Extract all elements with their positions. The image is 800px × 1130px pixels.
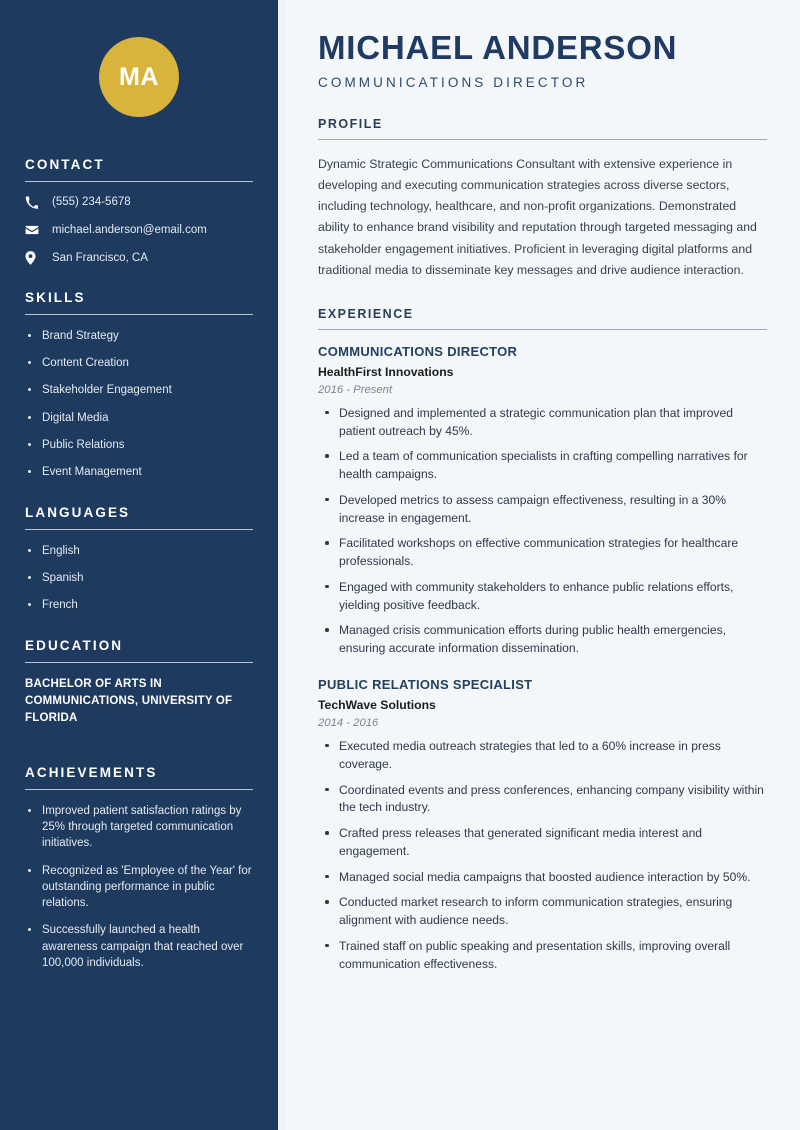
contact-phone-value: (555) 234-5678 bbox=[52, 196, 131, 208]
list-item: Crafted press releases that generated significant media interest and engagement. bbox=[318, 825, 767, 861]
sidebar-main-gap bbox=[278, 0, 286, 1130]
list-item: Brand Strategy bbox=[25, 328, 253, 344]
contact-location-value: San Francisco, CA bbox=[52, 251, 148, 264]
list-item: Digital Media bbox=[25, 410, 253, 426]
experience-entry bbox=[318, 344, 767, 658]
list-item: Spanish bbox=[25, 570, 253, 586]
list-item: Designed and implemented a strategic communication plan that improved patient outreach by 45%. bbox=[318, 405, 767, 441]
list-item: Developed metrics to assess campaign effectiveness, resulting in a 30% increase in engagement. bbox=[318, 492, 767, 528]
list-item: Coordinated events and press conferences, enhancing company visibility within the tech industry. bbox=[318, 782, 767, 818]
job-dates: 2016 - Present bbox=[318, 383, 393, 396]
job-bullets bbox=[318, 738, 767, 973]
experience-divider bbox=[318, 329, 767, 330]
sidebar-section-skills bbox=[25, 290, 253, 481]
avatar-container bbox=[25, 0, 253, 157]
sidebar-section-achievements bbox=[25, 765, 253, 972]
list-item: Public Relations bbox=[25, 437, 253, 453]
skills-heading: SKILLS bbox=[25, 289, 86, 305]
sidebar-section-education bbox=[25, 638, 253, 728]
main-content bbox=[286, 0, 800, 1130]
achievements-divider bbox=[25, 789, 253, 790]
sidebar-section-contact bbox=[25, 157, 253, 266]
job-role: PUBLIC RELATIONS SPECIALIST bbox=[318, 676, 533, 692]
languages-heading: LANGUAGES bbox=[25, 504, 131, 520]
languages-divider bbox=[25, 529, 253, 530]
list-item: Engaged with community stakeholders to enhance public relations efforts, yielding positive feedback. bbox=[318, 579, 767, 615]
map-pin-icon bbox=[25, 251, 43, 265]
list-item: Facilitated workshops on effective communication strategies for healthcare professionals. bbox=[318, 535, 767, 571]
list-item: Executed media outreach strategies that led to a 60% increase in press coverage. bbox=[318, 738, 767, 774]
education-divider bbox=[25, 662, 253, 663]
sidebar bbox=[0, 0, 278, 1130]
profile-text: Dynamic Strategic Communications Consultant with extensive experience in developing and executing communication strategies across diverse sectors, including technology, healthcare, and non-profit organizations. Demonstrated ability to enhance brand visibility and reputation through targeted messaging and stakeholder engagement initiatives. Proficient in leveraging digital platforms and traditional media to disseminate key messages and drive audience interaction. bbox=[318, 156, 757, 277]
page-title: MICHAEL ANDERSON bbox=[318, 29, 678, 66]
list-item: Event Management bbox=[25, 464, 253, 480]
profile-divider bbox=[318, 139, 767, 140]
skills-divider bbox=[25, 314, 253, 315]
profile-heading: PROFILE bbox=[318, 116, 383, 131]
professional-title: COMMUNICATIONS DIRECTOR bbox=[318, 74, 589, 90]
sidebar-section-languages bbox=[25, 505, 253, 614]
contact-row-phone[interactable] bbox=[25, 195, 253, 210]
list-item: French bbox=[25, 597, 253, 613]
list-item: Managed crisis communication efforts during public health emergencies, ensuring accurate information dissemination. bbox=[318, 622, 767, 658]
list-item: Trained staff on public speaking and presentation skills, improving overall communication effectiveness. bbox=[318, 938, 767, 974]
languages-list bbox=[25, 543, 253, 614]
phone-icon bbox=[25, 196, 43, 209]
list-item: Led a team of communication specialists in crafting compelling narratives for health campaigns. bbox=[318, 448, 767, 484]
avatar: MA bbox=[99, 37, 179, 117]
contact-divider bbox=[25, 181, 253, 182]
list-item: Improved patient satisfaction ratings by 25% through targeted communication initiatives. bbox=[25, 803, 253, 852]
section-profile bbox=[318, 117, 767, 281]
section-experience bbox=[318, 307, 767, 974]
experience-heading: EXPERIENCE bbox=[318, 306, 414, 321]
list-item: Successfully launched a health awareness campaign that reached over 100,000 individuals. bbox=[25, 922, 253, 971]
list-item: Managed social media campaigns that boosted audience interaction by 50%. bbox=[318, 869, 767, 887]
job-company: TechWave Solutions bbox=[318, 697, 436, 712]
list-item: Conducted market research to inform communication strategies, ensuring alignment with audience needs. bbox=[318, 894, 767, 930]
list-item: English bbox=[25, 543, 253, 559]
job-role: COMMUNICATIONS DIRECTOR bbox=[318, 343, 518, 359]
job-bullets bbox=[318, 405, 767, 658]
contact-row-location[interactable] bbox=[25, 251, 253, 266]
list-item: Recognized as 'Employee of the Year' for outstanding performance in public relations. bbox=[25, 863, 253, 912]
contact-row-email[interactable] bbox=[25, 223, 253, 238]
envelope-icon bbox=[25, 223, 43, 237]
achievements-list bbox=[25, 803, 253, 972]
education-item: BACHELOR OF ARTS IN COMMUNICATIONS, UNIVERSITY OF FLORIDA bbox=[25, 677, 233, 725]
list-item: Stakeholder Engagement bbox=[25, 382, 253, 398]
job-dates: 2014 - 2016 bbox=[318, 716, 379, 729]
skills-list bbox=[25, 328, 253, 481]
education-heading: EDUCATION bbox=[25, 637, 124, 653]
contact-email-value: michael.anderson@email.com bbox=[52, 223, 207, 236]
achievements-heading: ACHIEVEMENTS bbox=[25, 764, 158, 780]
list-item: Content Creation bbox=[25, 355, 253, 371]
contact-heading: CONTACT bbox=[25, 157, 105, 172]
job-company: HealthFirst Innovations bbox=[318, 364, 454, 379]
experience-entry bbox=[318, 677, 767, 973]
sidebar-spacer bbox=[25, 752, 253, 765]
